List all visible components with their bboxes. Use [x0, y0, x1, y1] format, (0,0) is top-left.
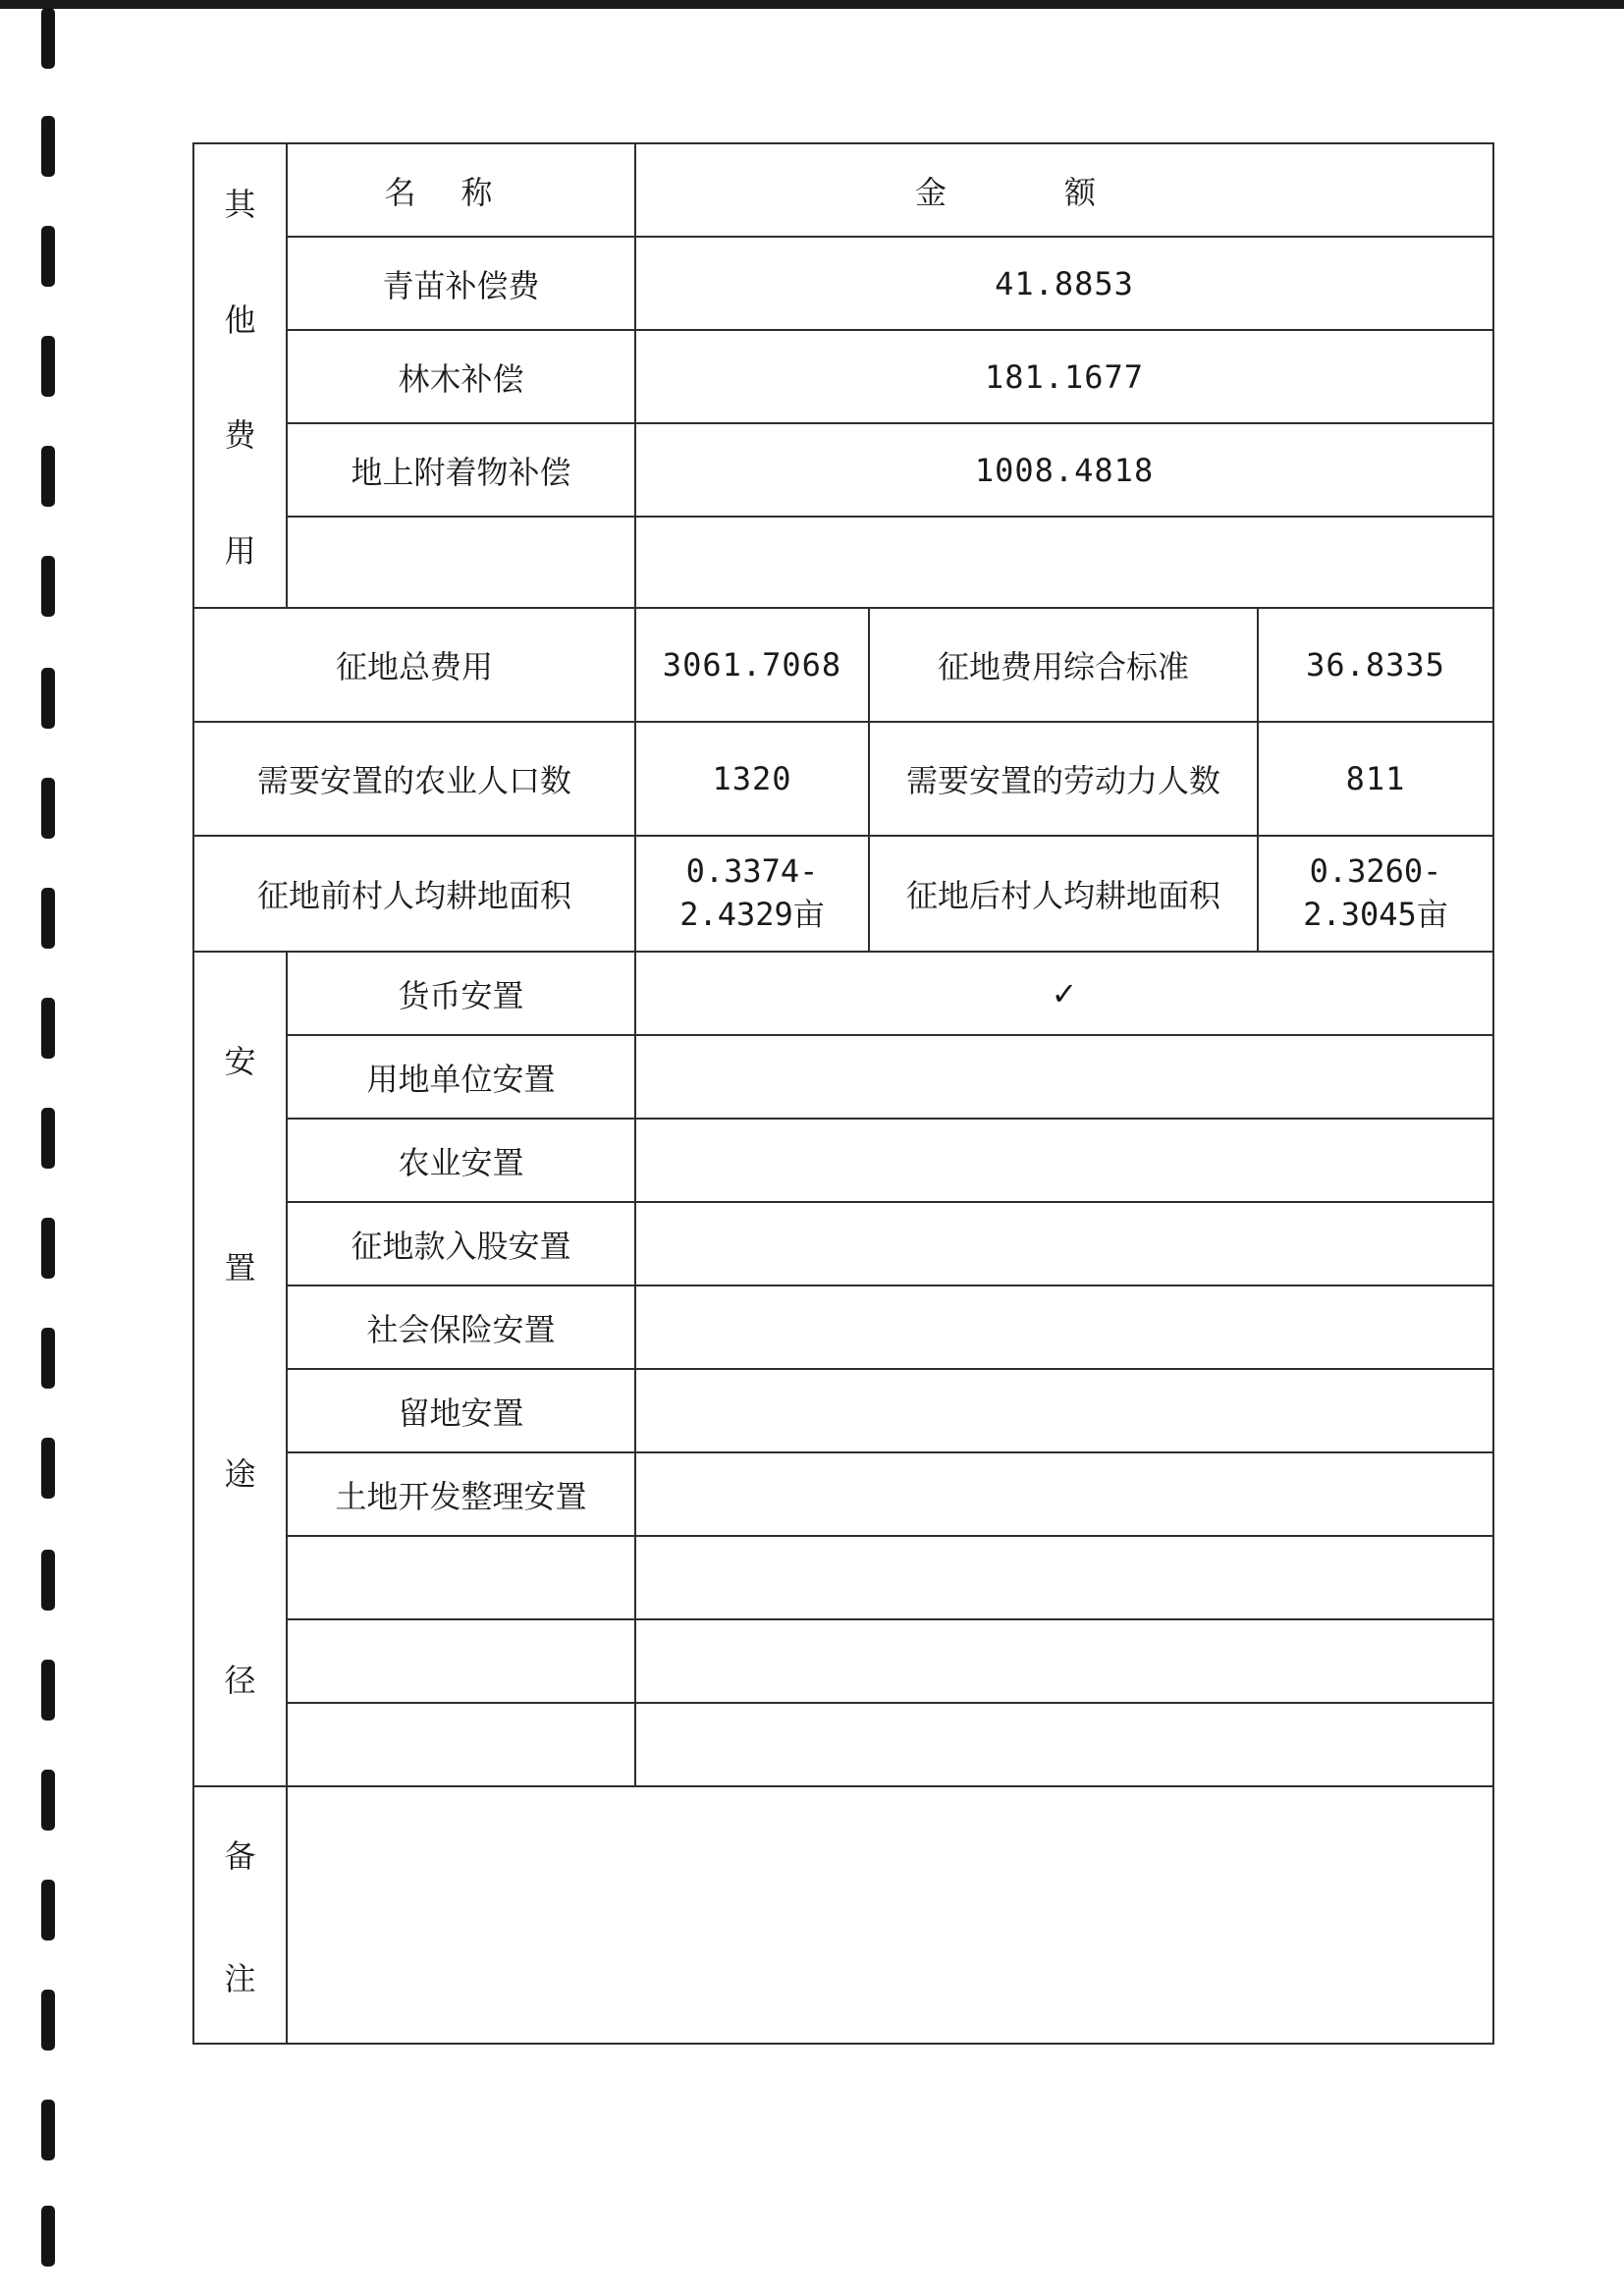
section-label-char: 安 [224, 1043, 256, 1080]
resettlement-mark-cell [635, 1035, 1493, 1119]
agri-pop-label: 需要安置的农业人口数 [193, 722, 635, 836]
resettlement-option-cell: 社会保险安置 [287, 1285, 635, 1369]
punch-hole [41, 1218, 55, 1279]
agri-pop-value: 1320 [635, 722, 869, 836]
punch-hole [41, 1880, 55, 1941]
scan-top-edge [0, 0, 1624, 9]
remarks-label-char: 备 [224, 1836, 256, 1875]
resettlement-mark-cell [635, 1369, 1493, 1452]
resettlement-mark-cell [635, 1202, 1493, 1285]
labor-value: 811 [1258, 722, 1493, 836]
punch-hole [41, 1328, 55, 1389]
resettlement-option-cell: 农业安置 [287, 1119, 635, 1202]
punch-hole [41, 668, 55, 729]
header-name-text: 名称 [384, 173, 538, 211]
labor-label: 需要安置的劳动力人数 [869, 722, 1258, 836]
section-label-char: 用 [224, 531, 256, 570]
punch-hole [41, 1770, 55, 1831]
resettlement-mark-cell [635, 1119, 1493, 1202]
land-requisition-form-table [192, 142, 1494, 2045]
resettlement-option-cell: 货币安置 [287, 952, 635, 1035]
punch-hole [41, 2100, 55, 2160]
section-label-char: 其 [224, 186, 256, 224]
total-fee-label: 征地总费用 [193, 608, 635, 722]
standard-label: 征地费用综合标准 [869, 608, 1258, 722]
column-header-name [287, 143, 635, 237]
punch-hole [41, 556, 55, 617]
resettlement-section-label [193, 952, 287, 1786]
other-fees-section-label [193, 143, 287, 608]
section-label-char: 途 [224, 1455, 256, 1493]
resettlement-mark-cell [635, 1703, 1493, 1786]
punch-hole [41, 1438, 55, 1499]
resettlement-option-cell: 留地安置 [287, 1369, 635, 1452]
before-area-label: 征地前村人均耕地面积 [193, 836, 635, 952]
punch-hole [41, 888, 55, 949]
before-area-value: 0.3374-2.4329亩 [635, 836, 869, 952]
resettlement-option-cell [287, 1536, 635, 1619]
resettlement-mark-cell: ✓ [635, 952, 1493, 1035]
total-fee-value: 3061.7068 [635, 608, 869, 722]
resettlement-mark-cell [635, 1619, 1493, 1703]
punch-hole [41, 778, 55, 839]
punch-hole [41, 336, 55, 397]
section-label-char: 他 [224, 301, 256, 339]
fee-name-cell [287, 517, 635, 608]
fee-amount-cell [635, 517, 1493, 608]
resettlement-mark-cell [635, 1452, 1493, 1536]
punch-hole [41, 446, 55, 507]
punch-hole [41, 2206, 55, 2267]
after-area-label: 征地后村人均耕地面积 [869, 836, 1258, 952]
resettlement-option-cell: 征地款入股安置 [287, 1202, 635, 1285]
column-header-amount [635, 143, 1493, 237]
fee-amount-cell: 1008.4818 [635, 423, 1493, 517]
punch-hole [41, 226, 55, 287]
standard-value: 36.8335 [1258, 608, 1493, 722]
punch-hole [41, 116, 55, 177]
fee-amount-cell: 41.8853 [635, 237, 1493, 330]
resettlement-option-cell: 土地开发整理安置 [287, 1452, 635, 1536]
punch-hole [41, 8, 55, 69]
remarks-label-char: 注 [224, 1959, 256, 1997]
fee-name-cell: 青苗补偿费 [287, 237, 635, 330]
resettlement-option-cell: 用地单位安置 [287, 1035, 635, 1119]
punch-hole [41, 1108, 55, 1169]
resettlement-option-cell [287, 1703, 635, 1786]
punch-hole [41, 1550, 55, 1611]
resettlement-mark-cell [635, 1536, 1493, 1619]
fee-name-cell: 林木补偿 [287, 330, 635, 423]
header-amount-text: 金额 [915, 173, 1215, 211]
section-label-char: 置 [224, 1249, 256, 1286]
punch-hole [41, 1990, 55, 2050]
punch-hole [41, 998, 55, 1059]
resettlement-option-cell [287, 1619, 635, 1703]
section-label-char: 费 [224, 416, 256, 455]
fee-name-cell: 地上附着物补偿 [287, 423, 635, 517]
punch-hole [41, 1660, 55, 1721]
remarks-label [193, 1786, 287, 2044]
resettlement-mark-cell [635, 1285, 1493, 1369]
fee-amount-cell: 181.1677 [635, 330, 1493, 423]
section-label-char: 径 [224, 1662, 256, 1699]
remarks-content [287, 1786, 1493, 2044]
after-area-value: 0.3260-2.3045亩 [1258, 836, 1493, 952]
